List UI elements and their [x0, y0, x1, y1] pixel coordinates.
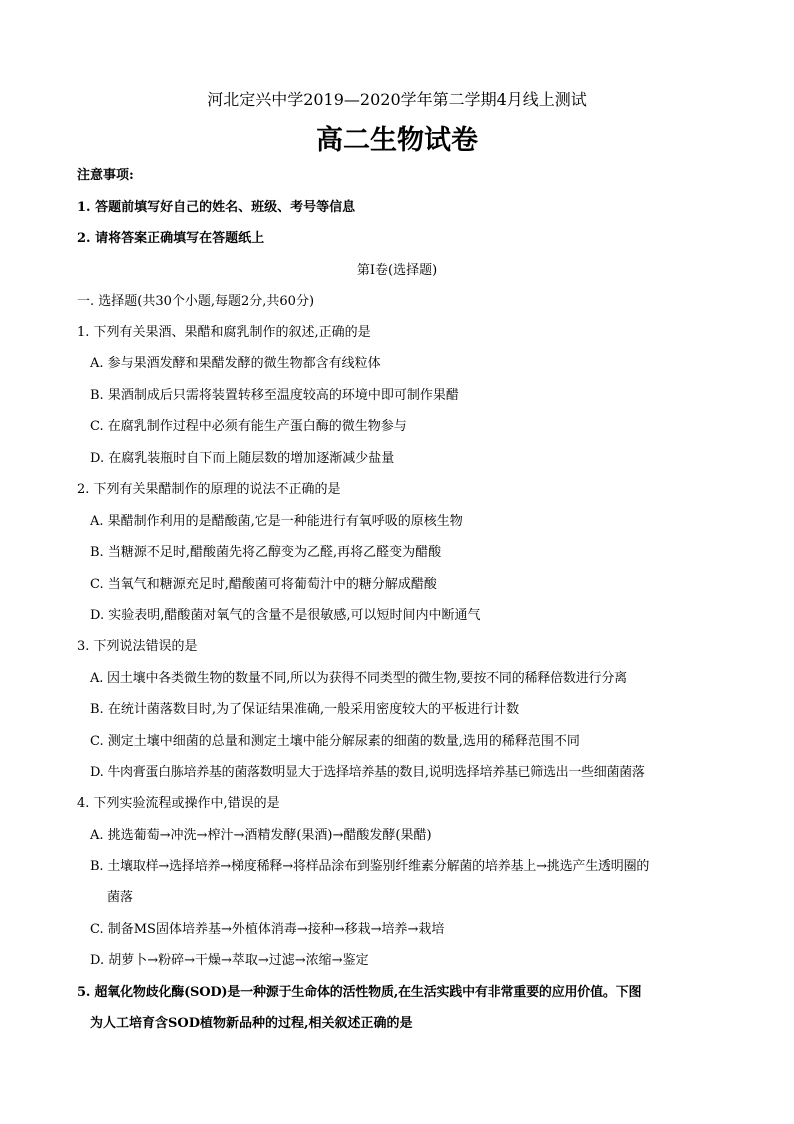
question-option: C. 当氧气和糖源充足时,醋酸菌可将葡萄汁中的糖分解成醋酸: [90, 577, 437, 592]
question-stem: 4. 下列实验流程或操作中,错误的是: [77, 796, 280, 811]
question-stem: 5. 超氧化物歧化酶(SOD)是一种源于生命体的活性物质,在生活实践中有非常重要的应用价值。下图: [77, 985, 642, 1000]
exam-title: 高二生物试卷: [316, 125, 478, 156]
question-option: A. 参与果酒发酵和果醋发酵的微生物都含有线粒体: [90, 356, 381, 371]
question-option: A. 因土壤中各类微生物的数量不同,所以为获得不同类型的微生物,要按不同的稀释倍数进行分离: [90, 671, 627, 686]
volume-heading: 第I卷(选择题): [356, 263, 438, 278]
part-heading: 一. 选择题(共30个小题,每题2分,共60分): [77, 294, 315, 309]
note-item: 1. 答题前填写好自己的姓名、班级、考号等信息: [77, 200, 356, 215]
question-stem-continuation: 为人工培育含SOD植物新品种的过程,相关叙述正确的是: [90, 1016, 413, 1031]
question-stem: 1. 下列有关果酒、果醋和腐乳制作的叙述,正确的是: [77, 325, 371, 340]
question-option: C. 在腐乳制作过程中必须有能生产蛋白酶的微生物参与: [90, 419, 407, 434]
question-option: B. 在统计菌落数目时,为了保证结果准确,一般采用密度较大的平板进行计数: [90, 702, 520, 717]
question-option: D. 胡萝卜→粉碎→干燥→萃取→过滤→浓缩→鉴定: [90, 953, 369, 968]
note-item: 2. 请将答案正确填写在答题纸上: [77, 231, 265, 246]
notes-heading: 注意事项:: [77, 168, 134, 183]
question-option: D. 在腐乳装瓶时自下而上随层数的增加逐渐减少盐量: [90, 451, 395, 466]
question-option: B. 果酒制成后只需将装置转移至温度较高的环境中即可制作果醋: [90, 388, 459, 403]
question-option: A. 挑选葡萄→冲洗→榨汁→酒精发酵(果酒)→醋酸发酵(果醋): [90, 828, 432, 843]
exam-subtitle: 河北定兴中学2019—2020学年第二学期4月线上测试: [207, 90, 587, 109]
question-option: C. 制备MS固体培养基→外植体消毒→接种→移栽→培养→栽培: [90, 922, 445, 937]
question-option: A. 果醋制作利用的是醋酸菌,它是一种能进行有氧呼吸的原核生物: [90, 514, 463, 529]
question-option: B. 土壤取样→选择培养→梯度稀释→将样品涂布到鉴别纤维素分解菌的培养基上→挑选产生透明圈的: [90, 859, 650, 874]
question-option-continuation: 菌落: [107, 890, 134, 905]
question-stem: 2. 下列有关果醋制作的原理的说法不正确的是: [77, 482, 341, 497]
question-option: B. 当糖源不足时,醋酸菌先将乙醇变为乙醛,再将乙醛变为醋酸: [90, 545, 442, 560]
question-option: C. 测定土壤中细菌的总量和测定土壤中能分解尿素的细菌的数量,选用的稀释范围不同: [90, 734, 580, 749]
question-option: D. 牛肉膏蛋白胨培养基的菌落数明显大于选择培养基的数目,说明选择培养基已筛选出一些细菌菌落: [90, 765, 645, 780]
question-option: D. 实验表明,醋酸菌对氧气的含量不是很敏感,可以短时间内中断通气: [90, 608, 481, 623]
question-stem: 3. 下列说法错误的是: [77, 639, 198, 654]
